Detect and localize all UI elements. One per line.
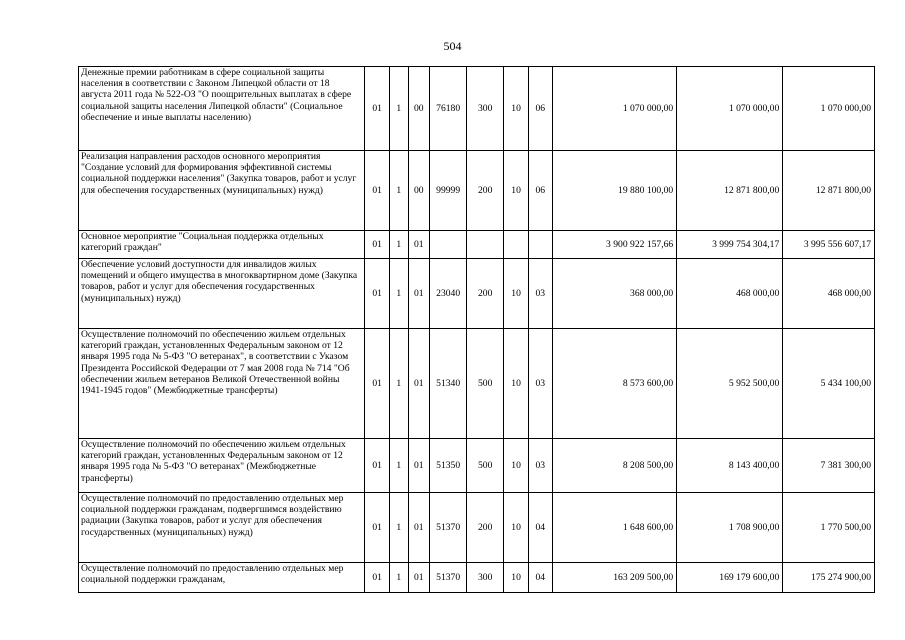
table-cell-code-subprogram: 01 <box>408 259 430 329</box>
table-cell-code-expense-type: 300 <box>467 67 504 151</box>
table-row <box>79 259 875 329</box>
table-cell-code-subsection: 06 <box>528 151 552 231</box>
table-cell-name: Денежные премии работникам в сфере социальной защиты населения в соответствии с Законом Липецкой области от 18 августа 2011 года № 522-ОЗ "О поощрительных выплатах в сфере социальной защиты населения Липецкой области" (Социальное обеспечение и иные выплаты населению) <box>79 67 365 151</box>
table-cell-amount-year1: 3 900 922 157,66 <box>552 231 677 259</box>
table-cell-amount-year3: 12 871 800,00 <box>783 151 875 231</box>
table-cell-code-expense-type <box>467 231 504 259</box>
table-cell-amount-year1: 368 000,00 <box>552 259 677 329</box>
table-cell-code-admin: 01 <box>365 439 390 493</box>
table-cell-code-direction: 51370 <box>430 493 467 563</box>
table-cell-code-section: 10 <box>504 563 529 593</box>
table-cell-code-subprogram: 00 <box>408 151 430 231</box>
table-cell-code-direction: 51370 <box>430 563 467 593</box>
table-cell-amount-year2: 12 871 800,00 <box>677 151 783 231</box>
table-cell-code-subsection: 03 <box>528 439 552 493</box>
table-cell-code-subprogram: 01 <box>408 329 430 439</box>
table-cell-code-expense-type: 500 <box>467 439 504 493</box>
table-cell-amount-year1: 1 070 000,00 <box>552 67 677 151</box>
table-cell-name: Осуществление полномочий по предоставлению отдельных мер социальной поддержки гражданам, <box>79 563 365 593</box>
table-cell-code-admin: 01 <box>365 151 390 231</box>
table-cell-amount-year3: 3 995 556 607,17 <box>783 231 875 259</box>
table-cell-amount-year1: 8 573 600,00 <box>552 329 677 439</box>
table-cell-code-subprogram: 01 <box>408 439 430 493</box>
table-cell-name: Осуществление полномочий по обеспечению жильем отдельных категорий граждан, установленных Федеральным законом от 12 января 1995 года № 5-ФЗ "О ветеранах" (Межбюджетные трансферты) <box>79 439 365 493</box>
table-cell-code-section: 10 <box>504 329 529 439</box>
table-cell-code-direction: 23040 <box>430 259 467 329</box>
table-cell-code-program: 1 <box>389 329 408 439</box>
table-cell-code-subsection: 03 <box>528 329 552 439</box>
table-cell-amount-year2: 3 999 754 304,17 <box>677 231 783 259</box>
table-cell-code-section: 10 <box>504 493 529 563</box>
table-row <box>79 493 875 563</box>
table-cell-code-section: 10 <box>504 439 529 493</box>
table-cell-code-subsection: 04 <box>528 493 552 563</box>
table-cell-amount-year3: 1 070 000,00 <box>783 67 875 151</box>
table-cell-amount-year2: 8 143 400,00 <box>677 439 783 493</box>
table-cell-code-program: 1 <box>389 231 408 259</box>
table-cell-code-expense-type: 200 <box>467 493 504 563</box>
table-cell-code-direction: 76180 <box>430 67 467 151</box>
table-cell-name: Обеспечение условий доступности для инвалидов жилых помещений и общего имущества в многоквартирном доме (Закупка товаров, работ и услуг для обеспечения государственных (муниципальных) нужд) <box>79 259 365 329</box>
table-cell-code-expense-type: 500 <box>467 329 504 439</box>
table-cell-amount-year3: 5 434 100,00 <box>783 329 875 439</box>
table-cell-code-program: 1 <box>389 493 408 563</box>
table-cell-code-direction: 51340 <box>430 329 467 439</box>
table-row <box>79 329 875 439</box>
table-cell-code-expense-type: 200 <box>467 151 504 231</box>
table-cell-code-admin: 01 <box>365 329 390 439</box>
table-cell-code-expense-type: 200 <box>467 259 504 329</box>
table-cell-amount-year1: 19 880 100,00 <box>552 151 677 231</box>
table-cell-code-direction <box>430 231 467 259</box>
table-cell-code-direction: 99999 <box>430 151 467 231</box>
table-cell-amount-year2: 468 000,00 <box>677 259 783 329</box>
table-cell-code-section: 10 <box>504 67 529 151</box>
table-row <box>79 231 875 259</box>
table-row <box>79 563 875 593</box>
table-cell-amount-year1: 1 648 600,00 <box>552 493 677 563</box>
table-row <box>79 439 875 493</box>
table-cell-amount-year3: 175 274 900,00 <box>783 563 875 593</box>
table-cell-amount-year1: 163 209 500,00 <box>552 563 677 593</box>
table-cell-name: Основное мероприятие "Социальная поддержка отдельных категорий граждан" <box>79 231 365 259</box>
budget-table <box>78 66 875 593</box>
table-cell-code-expense-type: 300 <box>467 563 504 593</box>
table-cell-code-subprogram: 01 <box>408 563 430 593</box>
table-cell-code-admin: 01 <box>365 67 390 151</box>
table-cell-code-section <box>504 231 529 259</box>
table-cell-code-program: 1 <box>389 563 408 593</box>
page-number: 504 <box>443 39 462 53</box>
table-cell-code-direction: 51350 <box>430 439 467 493</box>
table-cell-code-program: 1 <box>389 259 408 329</box>
table-cell-code-section: 10 <box>504 259 529 329</box>
table-cell-amount-year1: 8 208 500,00 <box>552 439 677 493</box>
table-cell-code-subprogram: 01 <box>408 231 430 259</box>
table-cell-code-subsection: 06 <box>528 67 552 151</box>
table-cell-amount-year3: 468 000,00 <box>783 259 875 329</box>
table-row <box>79 151 875 231</box>
table-cell-name: Реализация направления расходов основного мероприятия "Создание условий для формирования эффективной системы социальной поддержки населения" (Закупка товаров, работ и услуг для обеспечения государственных (муниципальных) нужд) <box>79 151 365 231</box>
table-cell-amount-year2: 1 070 000,00 <box>677 67 783 151</box>
table-cell-code-admin: 01 <box>365 493 390 563</box>
table-cell-code-subprogram: 00 <box>408 67 430 151</box>
table-cell-code-subsection <box>528 231 552 259</box>
table-row <box>79 67 875 151</box>
table-cell-name: Осуществление полномочий по предоставлению отдельных мер социальной поддержки гражданам, подвергшимся воздействию радиации (Закупка товаров, работ и услуг для обеспечения государственных (муниципальных) нужд) <box>79 493 365 563</box>
table-cell-code-program: 1 <box>389 67 408 151</box>
table-cell-code-admin: 01 <box>365 231 390 259</box>
table-cell-amount-year2: 5 952 500,00 <box>677 329 783 439</box>
table-cell-amount-year2: 169 179 600,00 <box>677 563 783 593</box>
table-cell-code-program: 1 <box>389 439 408 493</box>
table-cell-code-program: 1 <box>389 151 408 231</box>
table-cell-amount-year3: 7 381 300,00 <box>783 439 875 493</box>
table-cell-code-subsection: 04 <box>528 563 552 593</box>
table-cell-code-subsection: 03 <box>528 259 552 329</box>
table-cell-code-subprogram: 01 <box>408 493 430 563</box>
table-cell-code-section: 10 <box>504 151 529 231</box>
table-cell-code-admin: 01 <box>365 259 390 329</box>
table-cell-code-admin: 01 <box>365 563 390 593</box>
table-cell-amount-year2: 1 708 900,00 <box>677 493 783 563</box>
table-cell-name: Осуществление полномочий по обеспечению жильем отдельных категорий граждан, установленных Федеральным законом от 12 января 1995 года № 5-ФЗ "О ветеранах", в соответствии с Указом Президента Российской Федерации от 7 мая 2008 года № 714 "Об обеспечении жильем ветеранов Великой Отечественной войны 1941-1945 годов" (Межбюджетные трансферты) <box>79 329 365 439</box>
table-cell-amount-year3: 1 770 500,00 <box>783 493 875 563</box>
